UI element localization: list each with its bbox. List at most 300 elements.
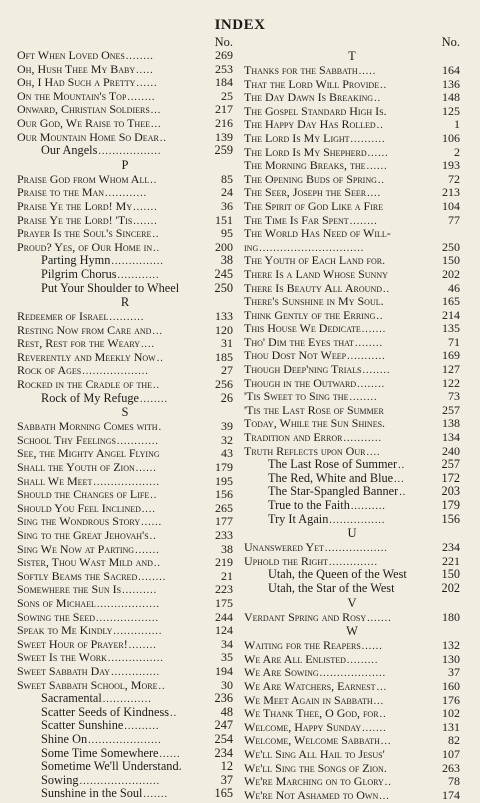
dot-leader: .. bbox=[377, 174, 385, 186]
hymn-number: 43 bbox=[221, 446, 233, 461]
hymn-number: 223 bbox=[215, 582, 233, 597]
hymn-number: 135 bbox=[442, 321, 460, 336]
index-entry bbox=[244, 377, 460, 391]
entry-title: Put Your Shoulder to Wheel bbox=[41, 281, 180, 295]
dot-leader: .. bbox=[153, 558, 161, 570]
entry-title: Our God, We Raise to Thee bbox=[17, 116, 150, 130]
index-entry bbox=[17, 611, 233, 625]
hymn-number: 134 bbox=[442, 430, 460, 445]
hymn-number: 177 bbox=[215, 514, 233, 529]
index-entry bbox=[244, 282, 460, 296]
dot-leader: ........... bbox=[347, 351, 386, 363]
page-title: INDEX bbox=[214, 17, 266, 33]
dot-leader: ........ bbox=[349, 215, 378, 227]
entry-title: Redeemer of Israel bbox=[17, 310, 109, 324]
hymn-number: 132 bbox=[442, 638, 460, 653]
index-entry bbox=[244, 417, 460, 431]
dot-leader: ................ bbox=[107, 653, 164, 665]
index-entry bbox=[244, 78, 460, 92]
hymn-number: 202 bbox=[441, 580, 460, 595]
entry-title: Tho' Dim the Eyes that bbox=[244, 335, 354, 349]
entry-title: Sweet Sabbath Day bbox=[17, 664, 111, 678]
index-entry bbox=[17, 733, 233, 747]
index-entry bbox=[17, 131, 233, 145]
entry-title: Utah, the Queen of the West bbox=[268, 568, 407, 582]
dot-leader: .. bbox=[149, 531, 157, 542]
index-entry bbox=[244, 568, 460, 582]
hymn-number: 195 bbox=[215, 473, 233, 488]
hymn-number: 107 bbox=[442, 746, 460, 761]
hymn-number: 25 bbox=[221, 88, 233, 103]
hymn-number: 214 bbox=[442, 307, 460, 322]
entry-title: Sister, Thou Wast Mild and bbox=[17, 556, 153, 570]
entry-title: Our Angels bbox=[41, 144, 98, 158]
hymn-number: 38 bbox=[221, 541, 233, 556]
entry-title: We Are All Enlisted bbox=[244, 652, 346, 666]
entry-title: The Youth of Each Land for. bbox=[244, 254, 386, 268]
dot-leader: .......... bbox=[122, 585, 158, 597]
hymn-number: 172 bbox=[441, 470, 460, 485]
entry-title: We Are Watchers, Earnest bbox=[244, 679, 376, 693]
entry-title: Parting Hymn bbox=[41, 254, 111, 268]
dot-leader: ........ bbox=[125, 51, 154, 62]
index-entry bbox=[17, 488, 233, 502]
entry-title: Scatter Sunshine bbox=[41, 719, 124, 733]
dot-leader: ......... bbox=[346, 654, 379, 666]
index-entry bbox=[17, 679, 233, 693]
dot-leader: ............ bbox=[116, 435, 159, 447]
section-letter: T bbox=[348, 49, 356, 63]
index-entry bbox=[244, 445, 460, 459]
entry-title: ing bbox=[244, 240, 259, 254]
index-entry bbox=[17, 378, 233, 392]
entry-title: Tradition and Error bbox=[244, 431, 343, 445]
index-entry bbox=[244, 390, 460, 404]
hymn-number: 164 bbox=[442, 63, 460, 77]
hymn-number: 203 bbox=[441, 484, 460, 499]
hymn-number: 32 bbox=[221, 432, 233, 447]
hymn-number: 124 bbox=[215, 623, 233, 638]
dot-leader: .. bbox=[383, 283, 390, 295]
index-entry bbox=[244, 721, 460, 735]
hymn-number: 200 bbox=[215, 239, 233, 254]
entry-title: Speak to Me Kindly bbox=[17, 624, 113, 638]
dot-leader: .................. bbox=[324, 543, 388, 555]
hymn-number: 254 bbox=[214, 731, 233, 746]
dot-leader: .......... bbox=[109, 312, 145, 324]
hymn-number: 82 bbox=[448, 733, 460, 748]
index-entry bbox=[244, 694, 460, 708]
entry-title: The Happy Day Has Rolled bbox=[244, 118, 376, 132]
hymn-number: 127 bbox=[442, 362, 460, 377]
index-entry bbox=[17, 515, 233, 529]
hymn-number: 37 bbox=[220, 772, 233, 787]
index-entry bbox=[17, 173, 233, 187]
entry-title: Welcome, Happy Sunday bbox=[244, 720, 362, 734]
index-entry bbox=[244, 404, 460, 418]
hymn-number: 193 bbox=[442, 158, 460, 173]
index-entry bbox=[17, 502, 233, 516]
index-entry bbox=[244, 118, 460, 132]
hymn-number: 36 bbox=[221, 198, 233, 213]
hymn-number: 233 bbox=[215, 528, 233, 542]
entry-title: 'Tis the Last Rose of Summer bbox=[244, 403, 384, 417]
index-entry bbox=[17, 692, 233, 706]
hymn-number: 194 bbox=[215, 663, 233, 678]
dot-leader: .. bbox=[384, 777, 392, 789]
index-entry bbox=[17, 241, 233, 255]
hymn-number: 165 bbox=[442, 294, 460, 309]
dot-leader: .................. bbox=[96, 598, 160, 610]
index-entry bbox=[244, 555, 460, 569]
index-entry bbox=[244, 499, 460, 513]
entry-title: There's Sunshine in My Soul. bbox=[244, 295, 384, 309]
hymn-number: 120 bbox=[215, 322, 233, 337]
hymn-number: 104 bbox=[442, 198, 460, 213]
entry-title: Reverently and Meekly Now bbox=[17, 350, 156, 364]
dot-leader: ............... bbox=[111, 256, 164, 268]
entry-title: Sing to the Great Jehovah's bbox=[17, 529, 149, 542]
index-entry bbox=[244, 775, 460, 789]
hymn-number: 151 bbox=[215, 212, 233, 227]
index-entry bbox=[17, 49, 233, 63]
entry-title: Though in the Outward bbox=[244, 376, 357, 390]
dot-leader: ............ bbox=[105, 188, 148, 200]
entry-title: The Morning Breaks, the bbox=[244, 159, 366, 173]
index-entry bbox=[244, 91, 460, 105]
entry-title: School Thy Feelings bbox=[17, 433, 116, 447]
index-entry bbox=[244, 295, 460, 309]
entry-title: Onward, Christian Soldiers bbox=[17, 103, 150, 117]
entry-title: Truth Reflects upon Our bbox=[244, 444, 366, 458]
dot-leader: .............................. bbox=[259, 242, 365, 254]
entry-title: Shine On bbox=[41, 732, 88, 746]
dot-leader: .............. bbox=[111, 666, 161, 678]
hymn-number: 156 bbox=[215, 487, 233, 502]
dot-leader: ... bbox=[152, 325, 163, 337]
entry-title: We Thank Thee, O God, for bbox=[244, 707, 379, 721]
entry-title: We're Not Ashamed to Own bbox=[244, 788, 379, 802]
hymn-number: 165 bbox=[214, 786, 233, 801]
entry-title: We'll Sing the Songs of Zion. bbox=[244, 761, 387, 775]
index-entry bbox=[244, 666, 460, 680]
dot-leader: ...... bbox=[141, 517, 163, 529]
index-column-right bbox=[244, 35, 460, 802]
index-entry bbox=[17, 324, 233, 338]
dot-leader: .. bbox=[379, 709, 387, 721]
entry-title: Sweet Hour of Prayer! bbox=[17, 637, 128, 651]
hymn-number: 217 bbox=[215, 102, 233, 117]
index-entry bbox=[17, 760, 233, 774]
index-entry bbox=[17, 227, 233, 241]
index-column-left bbox=[17, 35, 233, 801]
dot-leader: ...... bbox=[366, 161, 388, 173]
dot-leader: .. bbox=[374, 93, 382, 105]
dot-leader: .. bbox=[158, 680, 166, 692]
entry-title: Praise to the Man bbox=[17, 186, 105, 200]
hymn-number: 148 bbox=[442, 90, 460, 105]
hymn-number: 240 bbox=[442, 443, 460, 458]
hymn-number: 219 bbox=[215, 555, 233, 570]
entry-title: Shall We Meet bbox=[17, 474, 93, 488]
hymn-number: 184 bbox=[215, 75, 233, 90]
index-entry bbox=[244, 146, 460, 160]
dot-leader: .............. bbox=[102, 694, 152, 706]
dot-leader: .................. bbox=[98, 146, 162, 158]
entry-title: Rock of Ages bbox=[17, 364, 82, 378]
index-entry bbox=[244, 485, 460, 499]
entry-title: Some Time Somewhere bbox=[41, 746, 159, 760]
index-entry bbox=[244, 653, 460, 667]
index-entry bbox=[17, 706, 233, 720]
index-entry bbox=[244, 363, 460, 377]
hymn-number: 176 bbox=[442, 692, 460, 707]
hymn-number: 34 bbox=[221, 636, 233, 651]
hymn-number: 138 bbox=[442, 416, 460, 431]
dot-leader: .............. bbox=[329, 556, 378, 568]
entry-title: The Seer, Joseph the Seer bbox=[244, 186, 367, 200]
index-list-right bbox=[244, 49, 460, 802]
entry-title: The Last Rose of Summer bbox=[268, 458, 398, 472]
hymn-number: 257 bbox=[442, 402, 460, 417]
entry-title: Today, While the Sun Shines. bbox=[244, 417, 386, 431]
index-entry bbox=[244, 241, 460, 255]
index-entry bbox=[244, 541, 460, 555]
entry-title: We're Marching on to Glory bbox=[244, 775, 384, 789]
entry-title: Sowing the Seed bbox=[17, 610, 95, 624]
hymn-number: 24 bbox=[221, 185, 233, 200]
dot-leader: .......... bbox=[350, 133, 386, 145]
hymn-number: 263 bbox=[442, 760, 460, 775]
section-letter: W bbox=[346, 624, 358, 639]
hymn-number: 174 bbox=[442, 787, 460, 802]
index-entry bbox=[244, 472, 460, 486]
entry-title: Sweet Sabbath School, More bbox=[17, 678, 158, 692]
hymn-number: 30 bbox=[221, 677, 233, 692]
entry-title: Praise God from Whom All bbox=[17, 172, 150, 186]
hymn-number: 133 bbox=[215, 309, 233, 324]
index-entry bbox=[17, 774, 233, 788]
index-entry bbox=[244, 309, 460, 323]
entry-title: The Lord Is My Shepherd bbox=[244, 145, 367, 159]
entry-title: The Opening Buds of Spring bbox=[244, 172, 377, 186]
hymn-number: 31 bbox=[221, 336, 233, 351]
hymn-number: 234 bbox=[442, 540, 460, 555]
hymn-number: 253 bbox=[215, 61, 233, 76]
index-entry bbox=[244, 173, 460, 187]
entry-title: Praise Ye the Lord! My bbox=[17, 199, 133, 213]
hymn-number: 169 bbox=[442, 348, 460, 363]
entry-title: Sing the Wondrous Story bbox=[17, 515, 141, 529]
entry-title: Shall the Youth of Zion bbox=[17, 461, 135, 475]
dot-leader: ....... bbox=[143, 789, 168, 801]
index-entry bbox=[17, 90, 233, 104]
dot-leader: ... bbox=[380, 736, 392, 748]
hymn-number: 21 bbox=[221, 568, 233, 583]
hymn-number: 179 bbox=[441, 498, 460, 512]
entry-title: 'Tis Sweet to Sing the bbox=[244, 390, 349, 404]
entry-title: Though Deep'ning Trials bbox=[244, 363, 362, 377]
entry-title: Should You Feel Inclined bbox=[17, 501, 141, 515]
hymn-number: 213 bbox=[442, 185, 460, 200]
hymn-number: 131 bbox=[442, 719, 460, 734]
dot-leader: .... bbox=[367, 188, 382, 200]
hymn-number: 1 bbox=[454, 117, 460, 132]
index-entry bbox=[244, 458, 460, 472]
hymn-number: 256 bbox=[215, 377, 233, 392]
entry-title: Thanks for the Sabbath bbox=[244, 64, 358, 77]
dot-leader: .... bbox=[141, 339, 156, 351]
dot-leader: ...... bbox=[367, 147, 389, 159]
dot-leader: ....... bbox=[133, 201, 158, 213]
entry-title: Our Mountain Home So Dear bbox=[17, 130, 159, 144]
entry-title: The Day Dawn Is Breaking bbox=[244, 91, 374, 105]
dot-leader: . bbox=[158, 422, 163, 434]
index-entry bbox=[244, 254, 460, 268]
entry-title: Sacramental bbox=[41, 692, 102, 706]
index-entry bbox=[17, 638, 233, 652]
entry-title: Sing We Now at Parting bbox=[17, 542, 135, 556]
entry-title: Rocked in the Cradle of the bbox=[17, 378, 152, 392]
index-entry bbox=[17, 214, 233, 228]
dot-leader: ... bbox=[376, 681, 388, 693]
index-entry bbox=[244, 336, 460, 350]
hymn-number: 2 bbox=[454, 144, 460, 159]
entry-title: Sowing bbox=[41, 773, 79, 787]
entry-title: Try It Again bbox=[268, 512, 329, 526]
entry-title: The Star-Spangled Banner bbox=[268, 485, 399, 499]
index-entry bbox=[244, 214, 460, 228]
entry-title: Waiting for the Reapers bbox=[244, 639, 361, 653]
dot-leader: .. bbox=[170, 707, 178, 719]
dot-leader: .................. bbox=[96, 612, 159, 624]
index-entry bbox=[17, 76, 233, 90]
entry-title: Pilgrim Chorus bbox=[41, 267, 117, 281]
hymn-number: 71 bbox=[448, 334, 460, 349]
hymn-number: 77 bbox=[448, 212, 460, 227]
index-entry bbox=[17, 624, 233, 638]
entry-title: Utah, the Star of the West bbox=[268, 581, 395, 595]
dot-leader: ................ bbox=[329, 514, 386, 526]
dot-leader: .. bbox=[152, 229, 160, 241]
hymn-number: 125 bbox=[442, 103, 460, 118]
hymn-number: 150 bbox=[441, 567, 460, 582]
dot-leader: ........ bbox=[362, 365, 391, 377]
entry-title: There Is Beauty All Around bbox=[244, 281, 382, 295]
dot-leader: ................... bbox=[82, 366, 149, 378]
index-entry bbox=[17, 310, 233, 324]
entry-title: Prayer Is the Soul's Sincere bbox=[17, 227, 152, 241]
entry-title: The World Has Need of Will- bbox=[244, 227, 391, 241]
dot-leader: .... bbox=[141, 503, 156, 515]
index-entry bbox=[17, 337, 233, 351]
index-entry bbox=[17, 543, 233, 557]
entry-title: We'll Sing All Hail to Jesus' bbox=[244, 747, 385, 761]
index-entry bbox=[244, 680, 460, 694]
entry-title: Proud? Yes, of Our Home in bbox=[17, 240, 153, 254]
dot-leader: ...... bbox=[159, 748, 181, 760]
hymn-number: 26 bbox=[220, 390, 233, 405]
dot-leader: ....... bbox=[135, 544, 160, 556]
hymn-number: 39 bbox=[221, 419, 233, 434]
index-list-left bbox=[17, 49, 233, 801]
entry-title: Praise Ye the Lord! 'Tis bbox=[17, 213, 133, 227]
index-entry bbox=[17, 434, 233, 448]
dot-leader: .... bbox=[366, 446, 381, 458]
dot-leader: ..................... bbox=[88, 734, 162, 746]
hymn-number: 179 bbox=[215, 460, 233, 475]
dot-leader: ........ bbox=[128, 639, 157, 651]
dot-leader: .. bbox=[153, 242, 161, 254]
dot-leader: .. bbox=[159, 132, 167, 144]
index-entry bbox=[17, 447, 233, 461]
dot-leader: ... bbox=[373, 695, 385, 707]
hymn-number: 244 bbox=[215, 609, 233, 624]
hymn-number: 85 bbox=[221, 171, 233, 186]
dot-leader: ....... bbox=[362, 722, 387, 734]
dot-leader: ................... bbox=[93, 476, 160, 488]
dot-leader: ... bbox=[379, 790, 390, 802]
hymn-number: 250 bbox=[214, 280, 233, 295]
hymn-number: 95 bbox=[221, 226, 233, 241]
entry-title: This House We Dedicate bbox=[244, 322, 361, 336]
entry-title: Thou Dost Not Weep bbox=[244, 349, 347, 363]
index-entry bbox=[17, 282, 233, 296]
hymn-number: 175 bbox=[215, 595, 233, 610]
entry-title: Should the Changes of Life bbox=[17, 488, 150, 502]
dot-leader: .. bbox=[398, 460, 406, 472]
entry-title: Oh, Hush Thee My Baby bbox=[17, 62, 136, 76]
dot-leader: .. bbox=[399, 487, 407, 499]
entry-title: We Meet Again in Sabbath bbox=[244, 693, 373, 707]
index-entry bbox=[17, 186, 233, 200]
entry-title: Rock of My Refuge bbox=[41, 391, 140, 405]
dot-leader: .. bbox=[156, 352, 164, 364]
dot-leader: ...... bbox=[361, 641, 383, 653]
entry-title: Uphold the Right bbox=[244, 554, 328, 568]
entry-title: Sabbath Morning Comes with bbox=[17, 420, 158, 434]
index-entry bbox=[244, 639, 460, 653]
hymn-number: 102 bbox=[442, 706, 460, 721]
number-column-header: No. bbox=[441, 35, 460, 49]
hymn-number: 156 bbox=[441, 511, 460, 526]
index-entry bbox=[244, 349, 460, 363]
entry-title: On the Mountain's Top bbox=[17, 89, 127, 103]
entry-title: Sweet Is the Work bbox=[17, 651, 107, 665]
dot-leader: .. bbox=[150, 174, 158, 186]
dot-leader: ................... bbox=[319, 668, 387, 680]
entry-title: Rest, Rest for the Weary bbox=[17, 337, 141, 351]
hymn-number: 257 bbox=[441, 457, 460, 472]
entry-title: Sometime We'll Understand. bbox=[41, 760, 182, 774]
dot-leader: .. bbox=[150, 490, 158, 502]
dot-leader: ........ bbox=[140, 393, 169, 405]
dot-leader: ... bbox=[150, 118, 162, 130]
index-entry bbox=[244, 159, 460, 173]
dot-leader: ........ bbox=[354, 337, 383, 349]
hymn-number: 245 bbox=[214, 266, 233, 281]
index-entry bbox=[17, 103, 233, 117]
index-entry bbox=[17, 254, 233, 268]
hymn-number: 269 bbox=[215, 48, 233, 62]
hymn-number: 234 bbox=[214, 745, 233, 760]
index-entry bbox=[17, 583, 233, 597]
dot-leader: ... bbox=[150, 105, 162, 117]
index-entry bbox=[244, 227, 460, 241]
hymn-number: 27 bbox=[221, 363, 233, 378]
index-entry bbox=[17, 268, 233, 282]
hymn-number: 139 bbox=[215, 129, 233, 144]
